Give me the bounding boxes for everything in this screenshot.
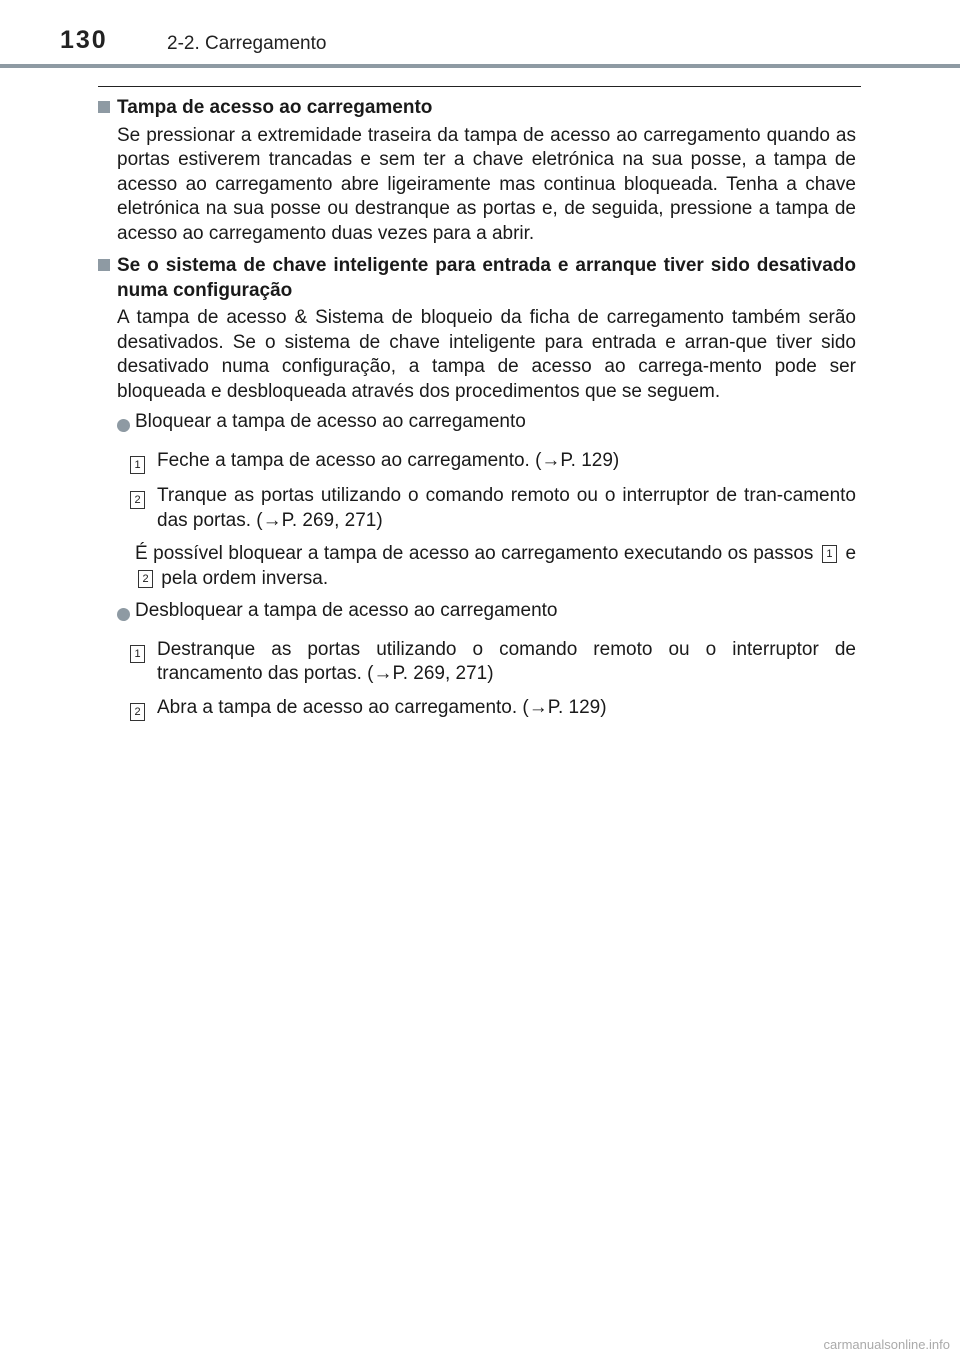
header-rule <box>0 64 960 68</box>
content-divider <box>98 86 861 87</box>
unlock-step-1 <box>130 638 856 687</box>
step-text: Tranque as portas utilizando o comando remoto ou o interruptor de tran-camento das portas. (→P. 269, 271) <box>157 485 856 531</box>
step-text: Abra a tampa de acesso ao carregamento. (→P. 129) <box>157 696 607 718</box>
step-number-badge: 1 <box>130 456 145 474</box>
square-bullet-icon <box>98 254 117 303</box>
step-number-badge: 1 <box>130 645 145 663</box>
section-paragraph: A tampa de acesso & Sistema de bloqueio da ficha de carregamento também serão desativados. Se o sistema de chave inteligente para entrada e arran-que tiver sido desativado numa configuração, a tampa de acesso ao carrega-mento pode ser bloqueada e desbloqueada através dos procedimentos que se seguem. <box>117 307 856 402</box>
step-number-badge: 2 <box>138 570 153 588</box>
section-charging-door <box>98 96 856 246</box>
section-title: Tampa de acesso ao carregamento <box>98 96 856 121</box>
page-header <box>0 0 960 70</box>
step-number-badge: 1 <box>822 545 837 563</box>
site-watermark: carmanualsonline.info <box>823 1337 950 1352</box>
section-paragraph: Se pressionar a extremidade traseira da tampa de acesso ao carregamento quando as portas estiverem trancadas e sem ter a chave eletrónica na sua posse, a tampa de acesso ao carregamento abre ligeiramente mas continua bloqueada. Tenha a chave eletrónica na sua posse ou destranque as portas e, de seguida, pressione a tampa de acesso ao carregamento duas vezes para a abrir. <box>117 124 856 244</box>
step-number-badge: 2 <box>130 491 145 509</box>
circle-bullet-icon <box>117 599 135 629</box>
lock-procedure-heading: Bloquear a tampa de acesso ao carregamento <box>117 410 856 440</box>
lock-step-2 <box>130 484 856 533</box>
section-smart-key-disabled <box>98 254 856 404</box>
circle-bullet-icon <box>117 410 135 440</box>
lock-note: É possível bloquear a tampa de acesso ao carregamento executando os passos 1 e 2 pela ordem inversa. <box>135 543 857 589</box>
section-title: Se o sistema de chave inteligente para entrada e arranque tiver sido desativado numa configuração <box>98 254 856 303</box>
lock-step-1 <box>130 449 856 476</box>
step-text: Feche a tampa de acesso ao carregamento. (→P. 129) <box>157 449 620 471</box>
unlock-procedure-heading: Desbloquear a tampa de acesso ao carregamento <box>117 599 856 629</box>
page-number: 130 <box>60 26 108 54</box>
square-bullet-icon <box>98 96 117 121</box>
step-number-badge: 2 <box>130 703 145 721</box>
page-content <box>98 96 856 722</box>
chapter-title: 2-2. Carregamento <box>167 33 327 54</box>
step-text: Destranque as portas utilizando o comando remoto ou o interruptor de trancamento das portas. (→P. 269, 271) <box>157 638 856 684</box>
unlock-step-2 <box>130 696 856 723</box>
